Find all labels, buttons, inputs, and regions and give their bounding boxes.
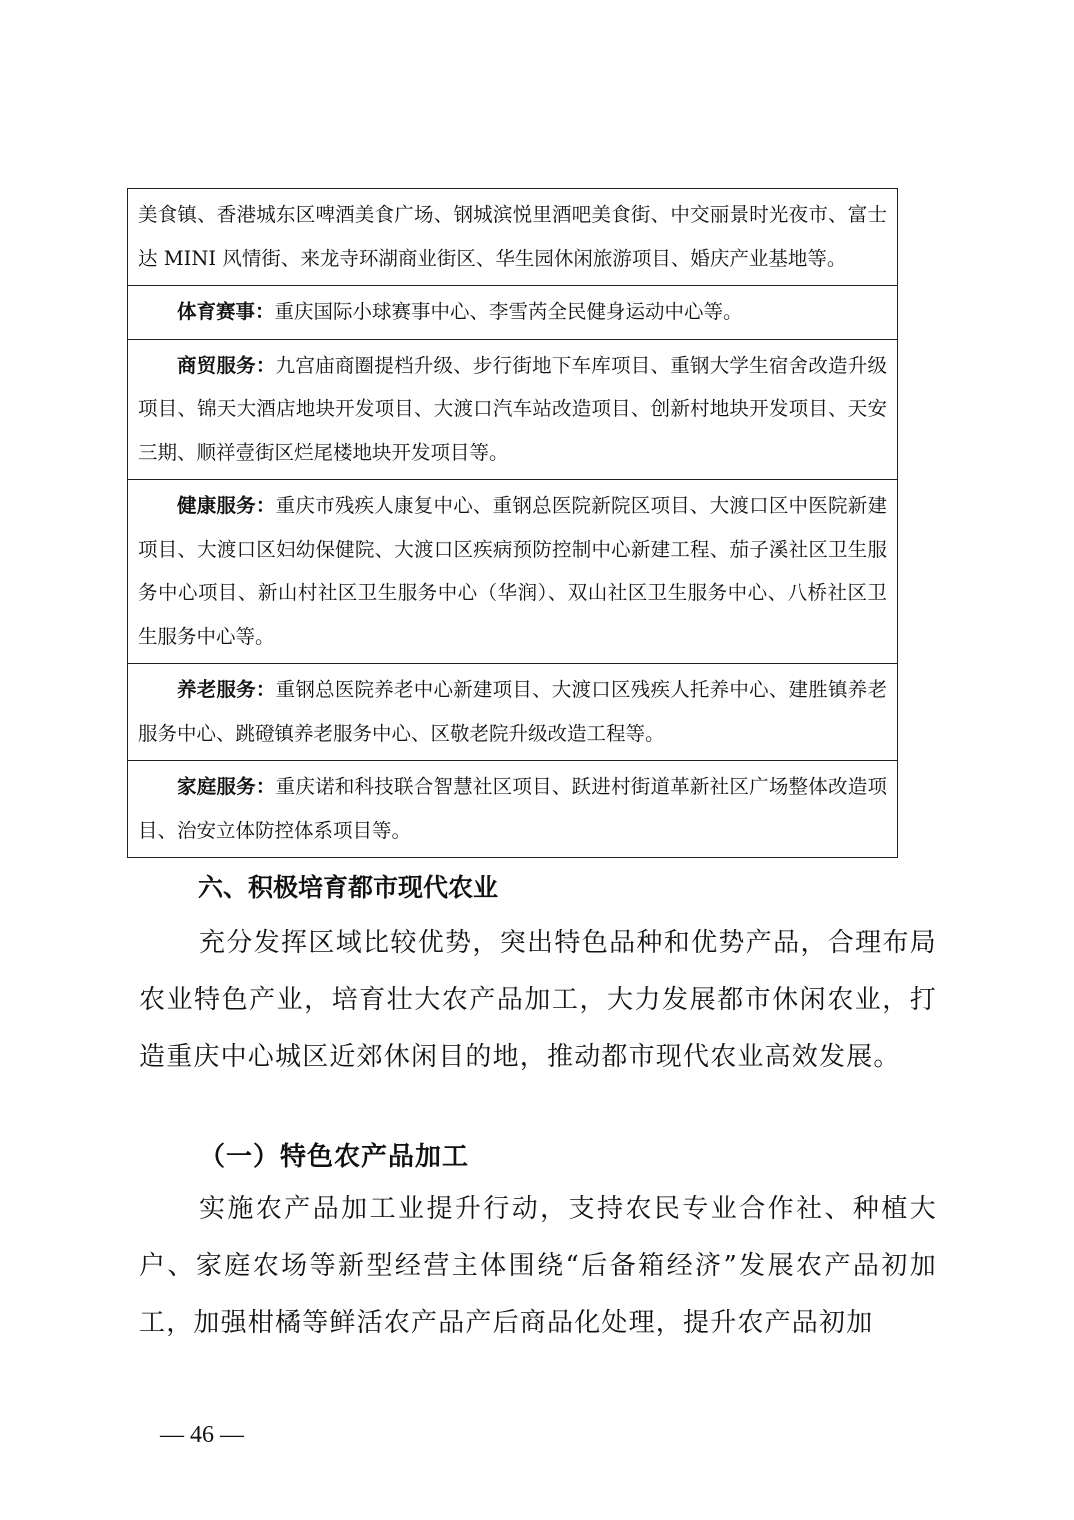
category-label-elderly-care: 养老服务： bbox=[177, 678, 276, 701]
subsection-heading: （一）特色农产品加工 bbox=[199, 1142, 470, 1172]
table-row bbox=[128, 286, 898, 340]
table-cell-food-continued bbox=[128, 189, 898, 286]
cell-text: 重庆诺和科技联合智慧社区项目、跃进村街道革新社区广场整体改造项目、治安立体防控体系项目等。 bbox=[138, 775, 887, 842]
table-row bbox=[128, 480, 898, 664]
table-row bbox=[128, 189, 898, 286]
category-label-sports: 体育赛事： bbox=[177, 300, 275, 323]
table-row bbox=[128, 664, 898, 761]
table-row bbox=[128, 339, 898, 480]
section-intro-paragraph: 充分发挥区域比较优势，突出特色品种和优势产品，合理布局农业特色产业，培育壮大农产品加工，大力发展都市休闲农业，打造重庆中心城区近郊休闲目的地，推动都市现代农业高效发展。 bbox=[139, 928, 937, 1072]
category-label-commerce: 商贸服务： bbox=[177, 353, 276, 377]
table-row bbox=[128, 761, 898, 858]
cell-text: 重庆国际小球赛事中心、李雪芮全民健身运动中心等。 bbox=[274, 300, 743, 323]
cell-text: 重钢总医院养老中心新建项目、大渡口区残疾人托养中心、建胜镇养老服务中心、跳磴镇养老服务中心、区敬老院升级改造工程等。 bbox=[138, 678, 887, 745]
category-label-household: 家庭服务： bbox=[177, 775, 276, 798]
page-number: — 46 — bbox=[160, 1422, 244, 1448]
section-heading: 六、积极培育都市现代农业 bbox=[198, 873, 499, 902]
table-cell-health bbox=[128, 480, 898, 664]
table-cell-commerce bbox=[128, 339, 898, 480]
category-label-health: 健康服务： bbox=[177, 494, 276, 517]
table-cell-sports bbox=[128, 286, 898, 340]
subsection-body-paragraph: 实施农产品加工业提升行动，支持农民专业合作社、种植大户、家庭农场等新型经营主体围绕“后备箱经济”发展农产品初加工，加强柑橘等鲜活农产品产后商品化处理，提升农产品初加 bbox=[139, 1194, 937, 1338]
table-cell-elderly-care bbox=[128, 664, 898, 761]
project-list-table bbox=[127, 188, 898, 858]
table-cell-household bbox=[128, 761, 898, 858]
cell-text: 重庆市残疾人康复中心、重钢总医院新院区项目、大渡口区中医院新建项目、大渡口区妇幼保健院、大渡口区疾病预防控制中心新建工程、茄子溪社区卫生服务中心项目、新山村社区卫生服务中心（华润）、双山社区卫生服务中心、八桥社区卫生服务中心等。 bbox=[138, 494, 887, 648]
cell-text: 九宫庙商圈提档升级、步行街地下车库项目、重钢大学生宿舍改造升级项目、锦天大酒店地块开发项目、大渡口汽车站改造项目、创新村地块开发项目、天安三期、顺祥壹街区烂尾楼地块开发项目等。 bbox=[138, 353, 887, 464]
cell-text: 美食镇、香港城东区啤酒美食广场、钢城滨悦里酒吧美食街、中交丽景时光夜市、富士达 MINI 风情街、来龙寺环湖商业街区、华生园休闲旅游项目、婚庆产业基地等。 bbox=[138, 203, 887, 270]
